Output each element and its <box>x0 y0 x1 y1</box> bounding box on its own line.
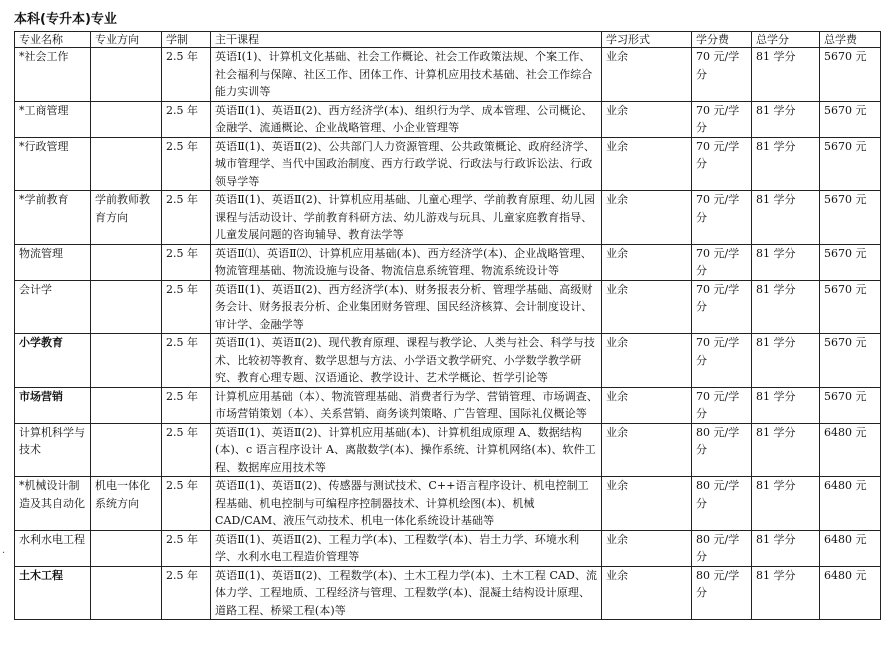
table-row <box>15 334 881 388</box>
header-row <box>15 32 881 48</box>
total-credits-cell: 81 学分 <box>752 137 820 191</box>
header-total-credits: 总学分 <box>752 32 820 48</box>
courses-cell: 英语Ⅱ(1)、英语Ⅱ(2)、计算机应用基础、儿童心理学、学前教育原理、幼儿园课程与活动设计、学前教育科研方法、幼儿游戏与玩具、儿童家庭教育指导、儿童发展问题的咨询辅导、教育法学等 <box>211 191 602 245</box>
study-form-cell: 业余 <box>602 566 692 620</box>
study-form-cell: 业余 <box>602 423 692 477</box>
total-fee-cell: 6480 元 <box>820 477 881 531</box>
total-fee-cell: 5670 元 <box>820 101 881 137</box>
total-fee-cell: 5670 元 <box>820 191 881 245</box>
direction-cell: 机电一体化系统方向 <box>91 477 162 531</box>
duration-cell: 2.5 年 <box>162 387 211 423</box>
credit-fee-cell: 70 元/学分 <box>692 101 752 137</box>
courses-cell: 英语Ⅱ(1)、英语Ⅱ(2)、西方经济学(本)、财务报表分析、管理学基础、高级财务会计、财务报表分析、企业集团财务管理、国民经济核算、会计制度设计、审计学、金融学等 <box>211 280 602 334</box>
total-fee-cell: 6480 元 <box>820 566 881 620</box>
direction-cell <box>91 101 162 137</box>
major-name-cell: 物流管理 <box>15 244 91 280</box>
study-form-cell: 业余 <box>602 387 692 423</box>
major-name-cell: 土木工程 <box>15 566 91 620</box>
table-row <box>15 48 881 102</box>
major-name-cell: *行政管理 <box>15 137 91 191</box>
courses-cell: 英语Ⅱ(1)、英语Ⅱ(2)、现代教育原理、课程与教学论、人类与社会、科学与技术、比较初等教育、数学思想与方法、小学语文教学研究、小学数学教学研究、教育心理专题、汉语通论、教学设计、艺术学概论、哲学引论等 <box>211 334 602 388</box>
header-direction: 专业方向 <box>91 32 162 48</box>
credit-fee-cell: 80 元/学分 <box>692 477 752 531</box>
direction-cell <box>91 530 162 566</box>
major-name-cell: *机械设计制造及其自动化 <box>15 477 91 531</box>
total-credits-cell: 81 学分 <box>752 423 820 477</box>
table-row <box>15 477 881 531</box>
major-name-cell: 计算机科学与技术 <box>15 423 91 477</box>
study-form-cell: 业余 <box>602 48 692 102</box>
total-credits-cell: 81 学分 <box>752 48 820 102</box>
table-row <box>15 101 881 137</box>
credit-fee-cell: 70 元/学分 <box>692 244 752 280</box>
courses-cell: 英语Ⅱ(1)、英语Ⅱ(2)、计算机应用基础(本)、计算机组成原理 A、数据结构(本)、c 语言程序设计 A、离散数学(本)、操作系统、计算机网络(本)、软件工程、数据库应用技术等 <box>211 423 602 477</box>
direction-cell <box>91 244 162 280</box>
total-fee-cell: 5670 元 <box>820 48 881 102</box>
duration-cell: 2.5 年 <box>162 101 211 137</box>
study-form-cell: 业余 <box>602 477 692 531</box>
table-row <box>15 280 881 334</box>
direction-cell <box>91 280 162 334</box>
table-row <box>15 191 881 245</box>
margin-mark: · <box>2 548 6 559</box>
duration-cell: 2.5 年 <box>162 280 211 334</box>
courses-cell: 英语Ⅱ(1)、英语Ⅱ(2)、工程力学(本)、工程数学(本)、岩土力学、环境水利学、水利水电工程造价管理等 <box>211 530 602 566</box>
major-name-cell: 会计学 <box>15 280 91 334</box>
credit-fee-cell: 70 元/学分 <box>692 280 752 334</box>
duration-cell: 2.5 年 <box>162 191 211 245</box>
table-row <box>15 566 881 620</box>
total-fee-cell: 5670 元 <box>820 280 881 334</box>
study-form-cell: 业余 <box>602 244 692 280</box>
table-row <box>15 387 881 423</box>
page-title: 本科(专升本)专业 <box>14 12 117 27</box>
total-credits-cell: 81 学分 <box>752 334 820 388</box>
total-credits-cell: 81 学分 <box>752 566 820 620</box>
courses-cell: 英语Ⅱ(1)、英语Ⅱ(2)、传感器与测试技术、C++语言程序设计、机电控制工程基础、机电控制与可编程序控制器技术、计算机绘图(本)、机械CAD/CAM、液压气动技术、机电一体化系统设计基础等 <box>211 477 602 531</box>
total-credits-cell: 81 学分 <box>752 530 820 566</box>
major-name-cell: 市场营销 <box>15 387 91 423</box>
duration-cell: 2.5 年 <box>162 423 211 477</box>
study-form-cell: 业余 <box>602 530 692 566</box>
total-fee-cell: 6480 元 <box>820 423 881 477</box>
credit-fee-cell: 70 元/学分 <box>692 334 752 388</box>
major-name-cell: *工商管理 <box>15 101 91 137</box>
credit-fee-cell: 80 元/学分 <box>692 566 752 620</box>
header-credit-fee: 学分费 <box>692 32 752 48</box>
duration-cell: 2.5 年 <box>162 530 211 566</box>
total-fee-cell: 5670 元 <box>820 137 881 191</box>
table-row <box>15 423 881 477</box>
table-row <box>15 244 881 280</box>
duration-cell: 2.5 年 <box>162 566 211 620</box>
total-credits-cell: 81 学分 <box>752 280 820 334</box>
majors-table <box>14 31 881 620</box>
total-fee-cell: 5670 元 <box>820 387 881 423</box>
direction-cell <box>91 387 162 423</box>
direction-cell <box>91 137 162 191</box>
total-credits-cell: 81 学分 <box>752 387 820 423</box>
total-credits-cell: 81 学分 <box>752 101 820 137</box>
courses-cell: 英语Ⅱ(1)、英语Ⅱ(2)、西方经济学(本)、组织行为学、成本管理、公司概论、金融学、流通概论、企业战略管理、小企业管理等 <box>211 101 602 137</box>
direction-cell <box>91 566 162 620</box>
total-fee-cell: 5670 元 <box>820 334 881 388</box>
credit-fee-cell: 70 元/学分 <box>692 48 752 102</box>
major-name-cell: 小学教育 <box>15 334 91 388</box>
study-form-cell: 业余 <box>602 334 692 388</box>
total-credits-cell: 81 学分 <box>752 191 820 245</box>
duration-cell: 2.5 年 <box>162 137 211 191</box>
header-courses: 主干课程 <box>211 32 602 48</box>
credit-fee-cell: 80 元/学分 <box>692 423 752 477</box>
credit-fee-cell: 80 元/学分 <box>692 530 752 566</box>
credit-fee-cell: 70 元/学分 <box>692 387 752 423</box>
major-name-cell: 水利水电工程 <box>15 530 91 566</box>
table-row <box>15 530 881 566</box>
study-form-cell: 业余 <box>602 137 692 191</box>
total-credits-cell: 81 学分 <box>752 244 820 280</box>
header-total-fee: 总学费 <box>820 32 881 48</box>
credit-fee-cell: 70 元/学分 <box>692 191 752 245</box>
study-form-cell: 业余 <box>602 191 692 245</box>
duration-cell: 2.5 年 <box>162 48 211 102</box>
direction-cell: 学前教师教育方向 <box>91 191 162 245</box>
total-fee-cell: 6480 元 <box>820 530 881 566</box>
header-duration: 学制 <box>162 32 211 48</box>
major-name-cell: *学前教育 <box>15 191 91 245</box>
total-credits-cell: 81 学分 <box>752 477 820 531</box>
duration-cell: 2.5 年 <box>162 334 211 388</box>
total-fee-cell: 5670 元 <box>820 244 881 280</box>
credit-fee-cell: 70 元/学分 <box>692 137 752 191</box>
duration-cell: 2.5 年 <box>162 477 211 531</box>
duration-cell: 2.5 年 <box>162 244 211 280</box>
direction-cell <box>91 423 162 477</box>
courses-cell: 英语Ⅱ(1)、英语Ⅱ(2)、公共部门人力资源管理、公共政策概论、政府经济学、城市管理学、当代中国政治制度、西方行政学说、行政法与行政诉讼法、行政领导学等 <box>211 137 602 191</box>
study-form-cell: 业余 <box>602 280 692 334</box>
study-form-cell: 业余 <box>602 101 692 137</box>
direction-cell <box>91 334 162 388</box>
table-row <box>15 137 881 191</box>
major-name-cell: *社会工作 <box>15 48 91 102</box>
courses-cell: 英语Ⅱ⑴、英语Ⅱ⑵、计算机应用基础(本)、西方经济学(本)、企业战略管理、物流管理基础、物流设施与设备、物流信息系统管理、物流系统设计等 <box>211 244 602 280</box>
header-major-name: 专业名称 <box>15 32 91 48</box>
courses-cell: 计算机应用基础（本）、物流管理基础、消费者行为学、营销管理、市场调查、市场营销策划（本）、关系营销、商务谈判策略、广告管理、国际礼仪概论等 <box>211 387 602 423</box>
direction-cell <box>91 48 162 102</box>
courses-cell: 英语Ⅰ(1)、计算机文化基础、社会工作概论、社会工作政策法规、个案工作、社会福利与保障、社区工作、团体工作、计算机应用技术基础、社会工作综合能力实训等 <box>211 48 602 102</box>
header-study-form: 学习形式 <box>602 32 692 48</box>
courses-cell: 英语Ⅱ(1)、英语Ⅱ(2)、工程数学(本)、土木工程力学(本)、土木工程 CAD、流体力学、工程地质、工程经济与管理、工程数学(本)、混凝土结构设计原理、道路工程、桥梁工程(本)等 <box>211 566 602 620</box>
